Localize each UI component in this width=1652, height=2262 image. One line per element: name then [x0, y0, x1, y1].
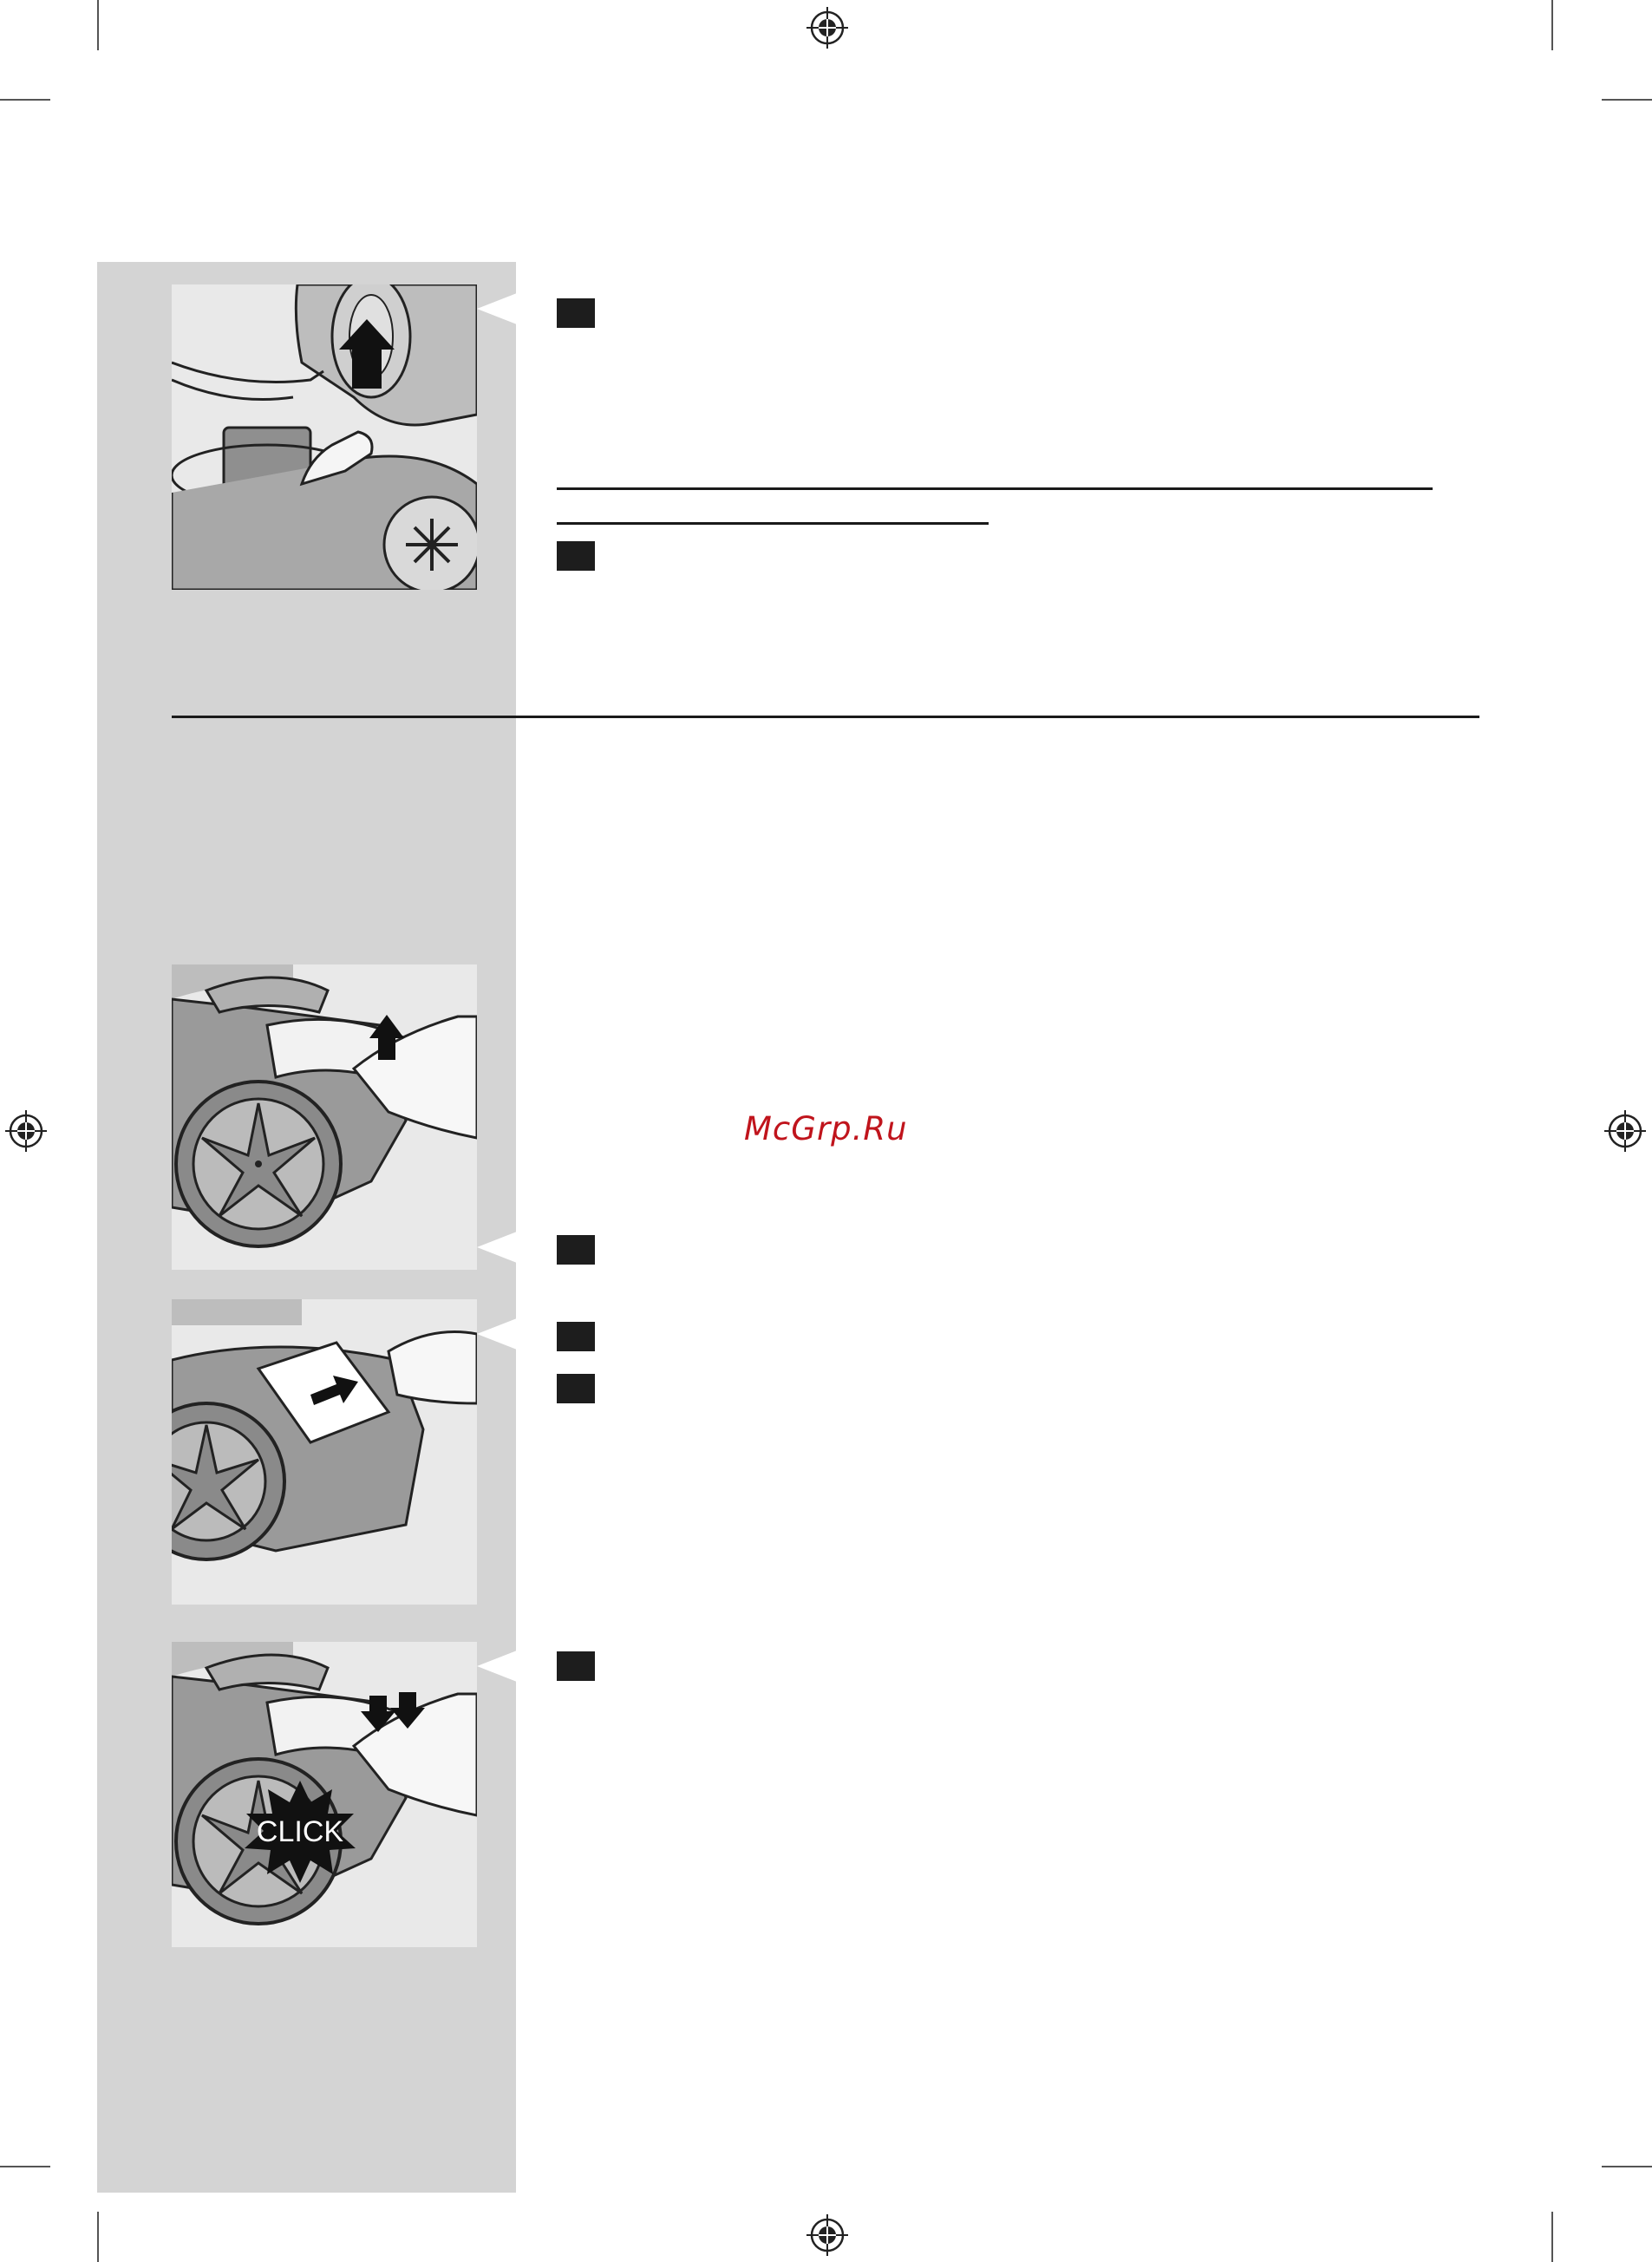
- insert-exhaust-filter-illustration: [172, 1299, 477, 1605]
- section-divider: [172, 716, 1479, 718]
- step-number-box: [557, 1651, 595, 1681]
- crop-mark-bottom-right-v: [1551, 2212, 1553, 2262]
- crop-mark-top-right-h: [1602, 99, 1652, 101]
- step-number-box: [557, 1322, 595, 1351]
- note-bottom-rule: [557, 522, 989, 525]
- callout-pointer: [477, 293, 517, 324]
- registration-target-icon: [805, 2213, 850, 2258]
- close-grille-click-illustration: [172, 1642, 477, 1947]
- callout-pointer: [477, 1232, 517, 1263]
- crop-mark-bottom-left-v: [97, 2212, 99, 2262]
- crop-mark-top-right-v: [1551, 0, 1553, 50]
- step-number-box: [557, 1374, 595, 1403]
- registration-target-icon: [1603, 1108, 1648, 1154]
- note-top-rule: [557, 487, 1433, 490]
- wheel-icon: [176, 1082, 341, 1246]
- callout-pointer: [477, 1651, 517, 1682]
- watermark-text: McGrp.Ru: [744, 1110, 908, 1147]
- vacuum-grille-close-drawing: [172, 1642, 477, 1947]
- remove-dust-container-illustration: [172, 284, 477, 590]
- callout-pointer: [477, 1318, 517, 1350]
- crop-mark-bottom-left-h: [0, 2166, 50, 2167]
- vacuum-dust-container-drawing: [172, 284, 477, 590]
- crop-mark-top-left-h: [0, 99, 50, 101]
- registration-target-icon: [3, 1108, 49, 1154]
- crop-mark-top-left-v: [97, 0, 99, 50]
- click-burst-label: CLICK: [256, 1815, 344, 1848]
- crop-mark-bottom-right-h: [1602, 2166, 1652, 2167]
- registration-target-icon: [805, 5, 850, 50]
- step-number-box: [557, 541, 595, 571]
- vacuum-rear-grille-drawing: [172, 964, 477, 1270]
- open-exhaust-grille-illustration: [172, 964, 477, 1270]
- step-number-box: [557, 1235, 595, 1265]
- vacuum-filter-insert-drawing: [172, 1299, 477, 1605]
- step-number-box: [557, 298, 595, 328]
